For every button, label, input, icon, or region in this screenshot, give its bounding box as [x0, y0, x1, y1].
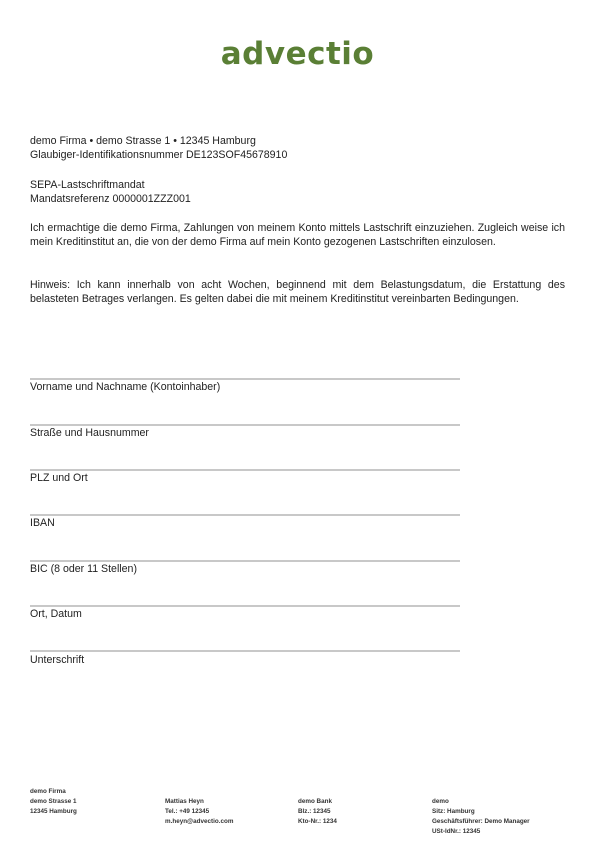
refund-notice-text: Hinweis: Ich kann innerhalb von acht Wochen, beginnend mit dem Belastungsdatum, die Erstattung des belasteten Betrages verlangen. Es gelten dabei die mit meinem Kreditinstitut vereinbarten Bedingungen. [30, 279, 565, 305]
place-date-field-label: Ort, Datum [30, 608, 82, 620]
footer-contact-name: Mattias Heyn [165, 798, 204, 805]
city-field-label: PLZ und Ort [30, 472, 88, 484]
iban-field-label: IBAN [30, 517, 55, 529]
bic-field-label: BIC (8 oder 11 Stellen) [30, 563, 137, 575]
name-field-label: Vorname und Nachname (Kontoinhaber) [30, 381, 221, 393]
bic-field-line[interactable] [30, 560, 460, 562]
place-date-field-line[interactable] [30, 605, 460, 607]
company-logo: advectio [220, 36, 375, 72]
footer-contact-phone: Tel.: +49 12345 [165, 808, 210, 815]
creditor-id: Glaubiger-Identifikationsnummer DE123SOF45678910 [30, 149, 288, 161]
footer-legal-seat: Sitz: Hamburg [432, 808, 475, 815]
footer-bank-account: Kto-Nr.: 1234 [298, 818, 337, 825]
footer-contact [165, 797, 233, 827]
street-field-line[interactable] [30, 424, 460, 426]
creditor-address: demo Firma • demo Strasse 1 • 12345 Hamburg [30, 135, 256, 147]
footer-company-name: demo Firma [30, 788, 66, 795]
footer-bank-name: demo Bank [298, 798, 332, 805]
signature-field-line[interactable] [30, 650, 460, 652]
iban-field-line[interactable] [30, 514, 460, 516]
creditor-block [30, 134, 565, 162]
footer-bank [298, 797, 337, 827]
street-field-label: Straße und Hausnummer [30, 427, 149, 439]
footer-contact-email[interactable]: m.heyn@advectio.com [165, 818, 234, 825]
signature-field-label: Unterschrift [30, 654, 85, 666]
footer-company [30, 787, 77, 817]
footer-legal-vat: USt-IdNr.: 12345 [432, 828, 481, 835]
mandate-reference: Mandatsreferenz 0000001ZZZ001 [30, 193, 191, 205]
footer-company-city: 12345 Hamburg [30, 808, 77, 815]
footer-legal-name: demo [432, 798, 449, 805]
mandate-block [30, 178, 565, 206]
authorization-text: Ich ermachtige die demo Firma, Zahlungen von meinem Konto mittels Lastschrift einzuziehen. Zugleich weise ich mein Kreditinstitut an, die von der demo Firma auf mein Konto gezogenen Lastschriften einzulosen. [30, 222, 565, 248]
city-field-line[interactable] [30, 469, 460, 471]
footer-legal [432, 797, 530, 837]
footer-bank-code: Blz.: 12345 [298, 808, 331, 815]
footer-legal-manager: Geschäftsführer: Demo Manager [432, 818, 530, 825]
mandate-title: SEPA-Lastschriftmandat [30, 179, 145, 191]
name-field-line[interactable] [30, 378, 460, 380]
footer-company-street: demo Strasse 1 [30, 798, 77, 805]
